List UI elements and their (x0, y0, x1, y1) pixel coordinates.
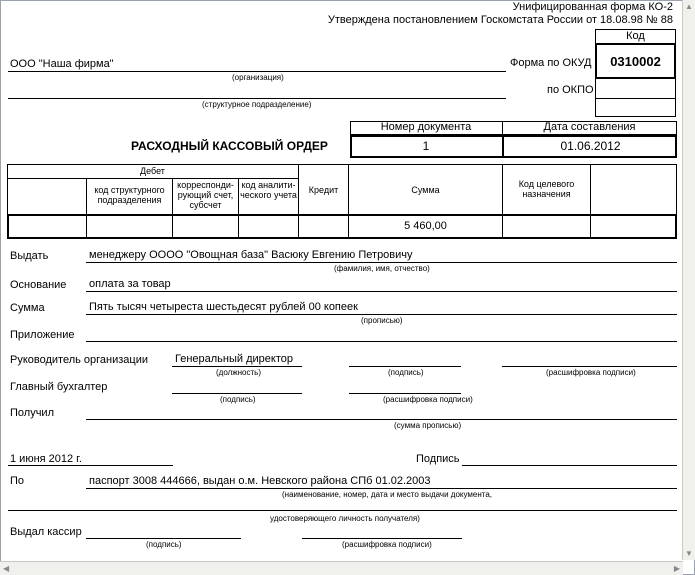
chief-decode-caption: (расшифровка подписи) (383, 395, 473, 404)
received-label: Получил (10, 407, 54, 419)
col-dept-code: код структурного подразделения (94, 185, 165, 205)
sum-label: Сумма (10, 302, 45, 314)
col-credit: Кредит (308, 185, 339, 195)
chief-signature-caption: (подпись) (220, 395, 256, 404)
dept-caption: (структурное подразделение) (202, 100, 312, 109)
passport-caption-1: (наименование, номер, дата и место выдачи документа, (282, 490, 493, 499)
col-purpose: Код целевого назначения (518, 179, 575, 199)
org-caption: (организация) (232, 73, 284, 82)
sum-caption: (прописью) (361, 316, 403, 325)
okud-label: Форма по ОКУД (510, 57, 592, 69)
col-debet: Дебет (140, 166, 165, 176)
issue-value[interactable]: менеджеру ОООО "Овощная база" Васюку Евгению Петровичу (89, 249, 413, 261)
doc-number[interactable]: 1 (422, 139, 430, 153)
passport-caption-2: удостоверяющего личность получателя) (270, 514, 420, 523)
cashier-sign-caption: (подпись) (146, 540, 182, 549)
code-label: Код (626, 30, 645, 42)
scroll-left-icon[interactable]: ◀ (3, 564, 10, 573)
doc-number-label: Номер документа (380, 121, 472, 133)
date-value[interactable]: 1 июня 2012 г. (10, 453, 82, 465)
passport-value[interactable]: паспорт 3008 444666, выдан о.м. Невского района СПб 01.02.2003 (89, 475, 431, 487)
signature-label: Подпись (416, 453, 460, 465)
doc-date[interactable]: 01.06.2012 (560, 139, 621, 153)
col-corr: корреспонди-рующий счет, субсчет (177, 180, 234, 210)
attachment-label: Приложение (10, 329, 75, 341)
vertical-scrollbar[interactable] (682, 0, 695, 560)
form-line: Унифицированная форма КО-2 (512, 1, 673, 13)
scroll-down-icon[interactable]: ▼ (685, 549, 693, 558)
issue-label: Выдать (10, 250, 49, 262)
date-label: Дата составления (543, 121, 636, 133)
col-analytic: код аналити-ческого учета (240, 180, 297, 200)
chief-acc-label: Главный бухгалтер (10, 381, 108, 393)
basis-value[interactable]: оплата за товар (89, 278, 171, 290)
approved-line: Утверждена постановлением Госкомстата России от 18.08.98 № 88 (327, 14, 673, 26)
basis-label: Основание (10, 279, 67, 291)
table-row (7, 214, 677, 239)
head-label: Руководитель организации (10, 354, 149, 366)
cashier-label: Выдал кассир (10, 526, 82, 538)
head-position[interactable]: Генеральный директор (175, 353, 293, 365)
org-name[interactable]: ООО "Наша фирма" (10, 58, 114, 70)
okpo-label: по ОКПО (547, 84, 594, 96)
okud-value: 0310002 (610, 54, 661, 69)
head-signature-caption: (подпись) (388, 368, 424, 377)
horizontal-scrollbar[interactable] (0, 561, 683, 575)
cashier-decode-caption: (расшифровка подписи) (342, 540, 432, 549)
scroll-right-icon[interactable]: ▶ (673, 564, 680, 573)
order-title: РАСХОДНЫЙ КАССОВЫЙ ОРДЕР (131, 139, 328, 153)
received-caption: (сумма прописью) (394, 421, 462, 430)
head-decode-caption: (расшифровка подписи) (546, 368, 636, 377)
head-position-caption: (должность) (216, 368, 261, 377)
col-sum: Сумма (411, 185, 440, 195)
cell-sum[interactable]: 5 460,00 (404, 220, 447, 232)
po-label: По (10, 475, 25, 487)
issue-caption: (фамилия, имя, отчество) (334, 264, 430, 273)
scroll-up-icon[interactable]: ▲ (685, 2, 693, 11)
sum-value[interactable]: Пять тысяч четыреста шестьдесят рублей 00 копеек (89, 301, 358, 313)
